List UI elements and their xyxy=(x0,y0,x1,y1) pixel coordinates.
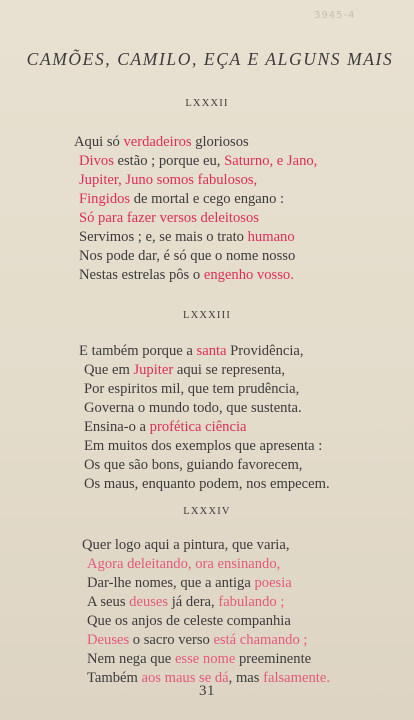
highlighted-text: profética ciência xyxy=(149,419,247,435)
verse-line xyxy=(79,209,259,228)
verse-line: Dar-lhe nomes, que a antiga poesia xyxy=(87,575,292,591)
page-number: 31 xyxy=(199,683,215,699)
verse-line: Deuses o sacro verso está chamando ; xyxy=(87,632,308,648)
verse-line: Em muitos dos exemplos que apresenta : xyxy=(84,438,323,454)
stanza-number: LXXXII xyxy=(185,98,229,109)
highlighted-text: Deuses xyxy=(87,632,130,648)
verse-line: Por espiritos mil, que tem prudência, xyxy=(84,381,300,397)
verse-line xyxy=(87,555,280,574)
verse-line: E também porque a santa Providência, xyxy=(79,343,304,359)
verse-line: A seus deuses já dera, fabulando ; xyxy=(87,594,285,610)
verse-line: Nem nega que esse nome preeminente xyxy=(87,651,312,667)
highlighted-text: está chamando ; xyxy=(213,632,308,648)
verse-line: Nestas estrelas pôs o engenho vosso. xyxy=(79,267,294,283)
verse-line: Quer logo aqui a pintura, que varia, xyxy=(82,537,290,553)
highlighted-text: verdadeiros xyxy=(123,134,192,150)
highlighted-text: Fingidos xyxy=(79,191,131,207)
verse-line: Que os anjos de celeste companhia xyxy=(87,613,291,629)
highlighted-text: esse nome xyxy=(174,651,236,667)
highlighted-text: fabulando ; xyxy=(218,594,285,610)
pencil-annotation: 3945-4 xyxy=(314,10,356,21)
highlighted-text: vosso. xyxy=(256,267,294,283)
verse-line: Divos estão ; porque eu, Saturno, e Jano, xyxy=(79,153,318,169)
highlighted-text: Jupiter, Juno somos fabulosos, xyxy=(79,172,258,188)
highlighted-text: Saturno, e Jano, xyxy=(224,153,318,169)
verse-line: Ensina-o a profética ciência xyxy=(84,419,247,435)
verse-line: Governa o mundo todo, que sustenta. xyxy=(84,400,302,416)
highlighted-text: humano xyxy=(247,229,295,245)
highlighted-text: deuses xyxy=(129,594,169,610)
verse-line: Também aos maus se dá, mas falsamente. xyxy=(87,670,330,686)
verse-line: Aqui só verdadeiros gloriosos xyxy=(74,134,249,150)
verse-line: Os que são bons, guiando favorecem, xyxy=(84,457,303,473)
highlighted-text: Só para fazer versos deleitosos xyxy=(79,210,259,226)
highlighted-text: Agora deleitando, ora ensinando, xyxy=(87,556,281,572)
highlighted-text: falsamente. xyxy=(263,670,330,686)
verse-line: Que em Jupiter aqui se representa, xyxy=(84,362,286,378)
verse-line: Fingidos de mortal e cego engano : xyxy=(79,191,285,207)
stanza-number: LXXXIV xyxy=(183,506,231,517)
highlighted-text: Jupiter xyxy=(133,362,174,378)
stanza-number: LXXXIII xyxy=(182,310,232,321)
highlighted-text: aos maus se dá xyxy=(141,670,229,686)
highlighted-text: Divos xyxy=(79,153,114,169)
running-head: CAMÕES, CAMILO, EÇA E ALGUNS MAIS xyxy=(26,49,394,69)
highlighted-text: santa xyxy=(196,343,227,359)
verse-line xyxy=(79,171,257,190)
verse-line: Os maus, enquanto podem, nos empecem. xyxy=(84,476,330,492)
verse-line: Nos pode dar, é só que o nome nosso xyxy=(79,248,296,264)
highlighted-text: poesia xyxy=(254,575,292,591)
verse-line: Servimos ; e, se mais o trato humano xyxy=(79,229,295,245)
highlighted-text: engenho xyxy=(203,267,254,283)
